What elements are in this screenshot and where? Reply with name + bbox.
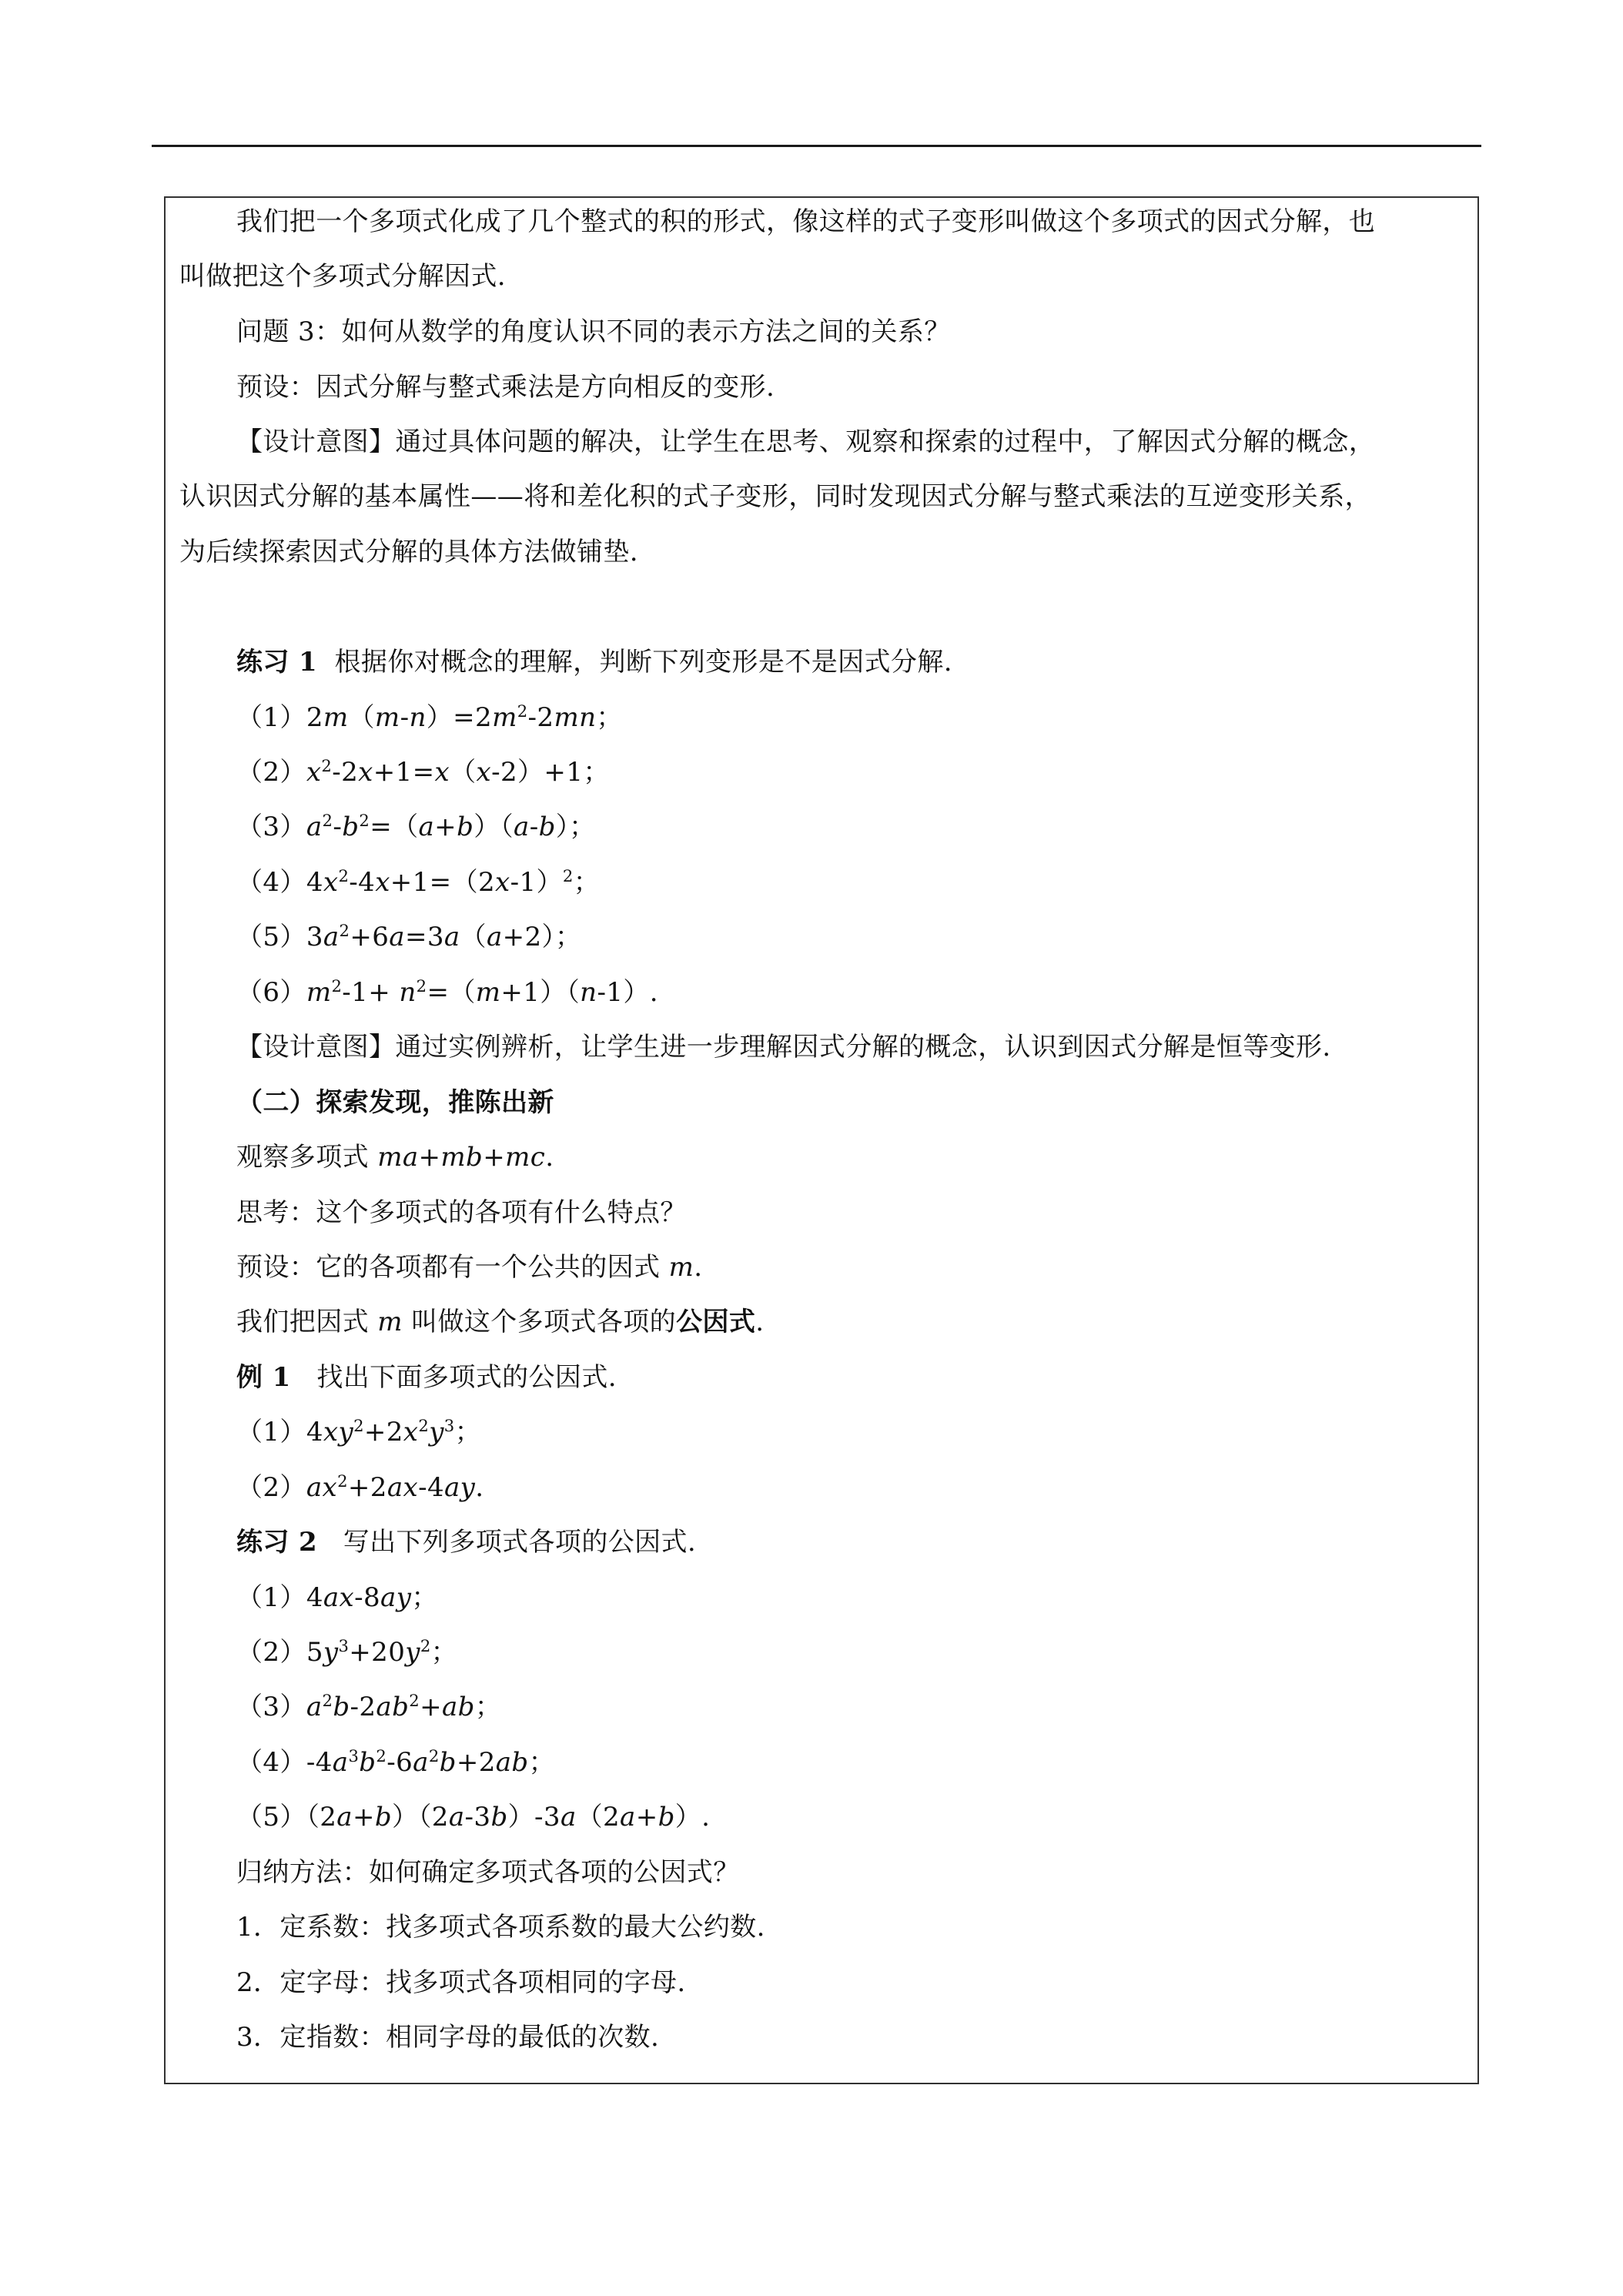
question-3: 问题 3：如何从数学的角度认识不同的表示方法之间的关系？ [236,316,951,347]
exercise-1-prompt: 根据你对概念的理解，判断下列变形是不是因式分解. [334,647,952,678]
exercise-2-item-3: $(3)a^2b-2ab^2+ab$； [236,1690,502,1722]
method-question: 归纳方法：如何确定多项式各项的公因式？ [236,1857,740,1888]
exercise-1-title: 练习 1 [236,647,318,678]
exercise-2-prompt: 写出下列多项式各项的公因式. [343,1527,697,1558]
exercise-2-item-2: $(2)5y^3+20y^2$； [236,1635,458,1668]
think-question: 思考：这个多项式的各项有什么特点？ [236,1197,687,1228]
exercise-1-item-4: $(4)4x^2-4x+1=(2x-1)^2$； [236,865,601,898]
design-intent-1-line-1: 【设计意图】通过具体问题的解决，让学生在思考、观察和探索的过程中，了解因式分解的概念， [236,427,1376,457]
example-1-item-1: $(1)4xy^2+2x^2y^3$； [236,1415,482,1448]
common-factor-definition: 我们把因式 m 叫做这个多项式各项的公因式. [236,1307,765,1337]
method-step-1: 1．定系数：找多项式各项系数的最大公约数. [236,1912,765,1943]
exercise-1-item-2: $(2)x^2-2x+1=x(x-2)+1$； [236,755,610,788]
content-frame [164,196,1479,2084]
exercise-2-heading [236,1527,697,1558]
header-rule [152,145,1481,147]
design-intent-1-line-2: 认识因式分解的基本属性——将和差化积的式子变形，同时发现因式分解与整式乘法的互逆变形关系， [179,481,1371,512]
exercise-1-item-3: $(3)a^2-b^2=(a+b)(a-b)$； [236,810,596,842]
exercise-2-title: 练习 2 [236,1527,318,1558]
method-step-2: 2．定字母：找多项式各项相同的字母. [236,1967,686,1998]
intro-paragraph-line-1: 我们把一个多项式化成了几个整式的积的形式，像这样的式子变形叫做这个多项式的因式分解，也 [236,206,1376,237]
exercise-1-item-5: $(5)3a^2+6a=3a(a+2)$； [236,920,582,952]
example-1-title: 例 1 [236,1362,291,1393]
exercise-2-item-5: （5）（2a+b）（2a-3b）-3a（2a+b）. [236,1802,711,1832]
section-2-heading: （二）探索发现，推陈出新 [236,1087,554,1118]
preset-1: 预设：因式分解与整式乘法是方向相反的变形. [236,372,775,403]
example-1-item-2: $(2)ax^2+2ax-4ay$. [236,1471,484,1503]
example-1-heading [236,1364,617,1391]
exercise-1-item-1: $(1)2m(m-n)=2m^2-2mn$； [236,701,623,733]
example-1-prompt: 找出下面多项式的公因式. [316,1362,617,1393]
design-intent-1-line-3: 为后续探索因式分解的具体方法做铺垫. [179,537,639,567]
exercise-1-item-6: $(6)m^2-1+ n^2=(m+1)(n-1)$. [236,976,658,1008]
observe-polynomial: 观察多项式 ma+mb+mc. [236,1142,554,1173]
design-intent-2: 【设计意图】通过实例辨析，让学生进一步理解因式分解的概念，认识到因式分解是恒等变形. [236,1032,1331,1063]
intro-paragraph-line-2: 叫做把这个多项式分解因式. [179,261,507,292]
exercise-2-item-1: （1）4ax-8ay； [236,1582,438,1613]
preset-2: 预设：它的各项都有一个公共的因式 m. [236,1252,703,1283]
exercise-2-item-4: $(4)-4a^3b^2-6a^2b+2ab$； [236,1745,555,1778]
exercise-1-heading [236,647,952,678]
method-step-3: 3．定指数：相同字母的最低的次数. [236,2022,660,2053]
